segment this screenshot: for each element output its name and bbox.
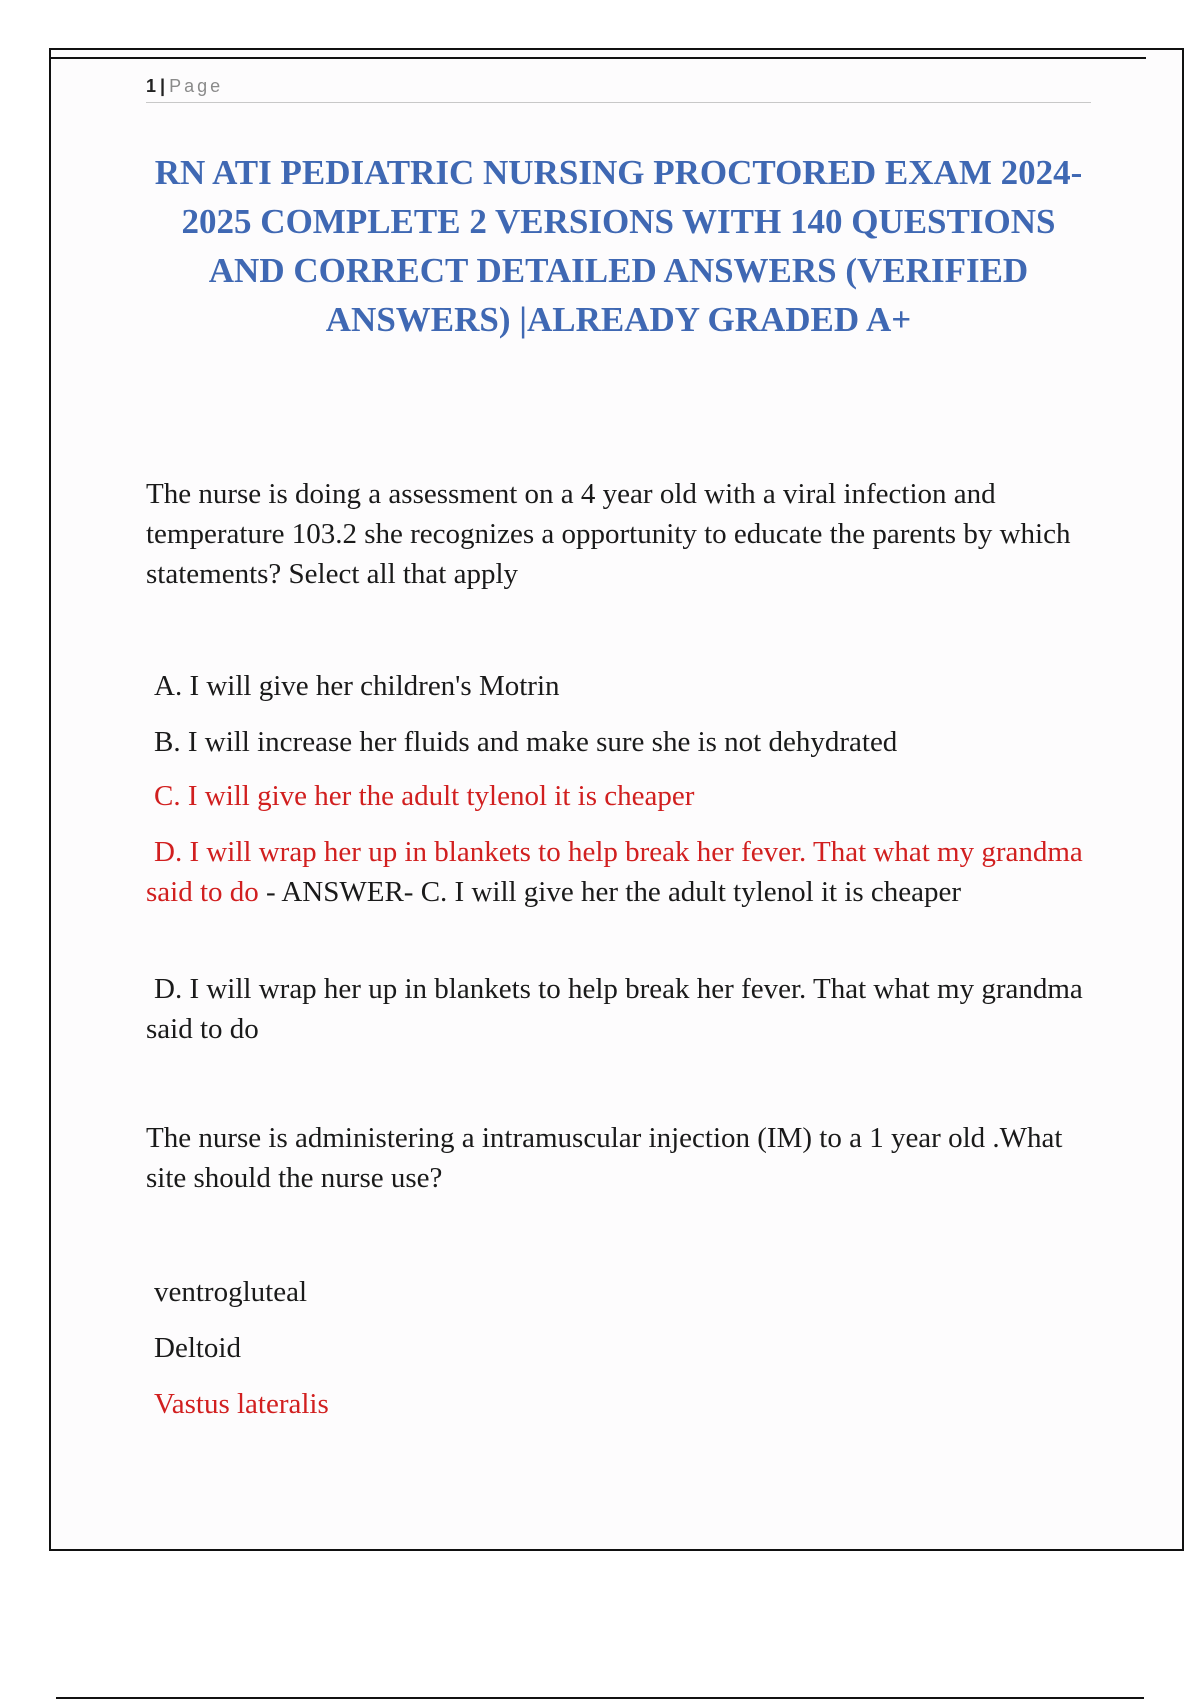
option-label: Vastus lateralis — [154, 1388, 329, 1420]
option-label: Deltoid — [154, 1332, 241, 1364]
page-number: 1 — [146, 76, 157, 96]
page-header — [146, 76, 1091, 103]
page-separator: | — [160, 76, 166, 96]
question-1-option-a — [146, 666, 1091, 706]
question-1-text: The nurse is doing a assessment on a 4 year old with a viral infection and temperature 103.2 she recognizes a opportunity to educate the parents by which statements? Select all that apply — [146, 478, 1071, 590]
question-1-option-b — [146, 722, 1091, 762]
page-label: Page — [169, 76, 224, 96]
option-label: D. I will wrap her up in blankets to help break her fever. That what my grandma said to do — [146, 836, 1083, 908]
option-label: ventrogluteal — [154, 1276, 308, 1308]
document-title: RN ATI PEDIATRIC NURSING PROCTORED EXAM 2024-2025 COMPLETE 2 VERSIONS WITH 140 QUESTIONS AND CORRECT DETAILED ANSWERS (VERIFIED ANSWERS) |ALREADY GRADED A+ — [154, 153, 1083, 339]
question-2-option-deltoid — [146, 1328, 1091, 1368]
option-label: B. I will increase her fluids and make sure she is not dehydrated — [154, 726, 898, 758]
top-rule — [51, 57, 1146, 59]
bottom-rule — [56, 1697, 1144, 1699]
page-frame — [49, 48, 1184, 1551]
option-label: C. I will give her the adult tylenol it is cheaper — [154, 780, 695, 812]
question-2-text: The nurse is administering a intramuscular injection (IM) to a 1 year old .What site should the nurse use? — [146, 1122, 1063, 1194]
answer-key: - ANSWER- C. I will give her the adult tylenol it is cheaper — [258, 876, 962, 908]
question-2-option-vastus-lateralis — [146, 1384, 1091, 1424]
option-label: D. I will wrap her up in blankets to help break her fever. That what my grandma said to do — [146, 973, 1083, 1045]
question-1-option-c — [146, 776, 1091, 816]
question-1-option-d-with-answer — [146, 832, 1091, 912]
question-1-option-d-repeat — [146, 969, 1091, 1049]
option-label: A. I will give her children's Motrin — [154, 670, 560, 702]
question-2-option-ventrogluteal — [146, 1272, 1091, 1312]
